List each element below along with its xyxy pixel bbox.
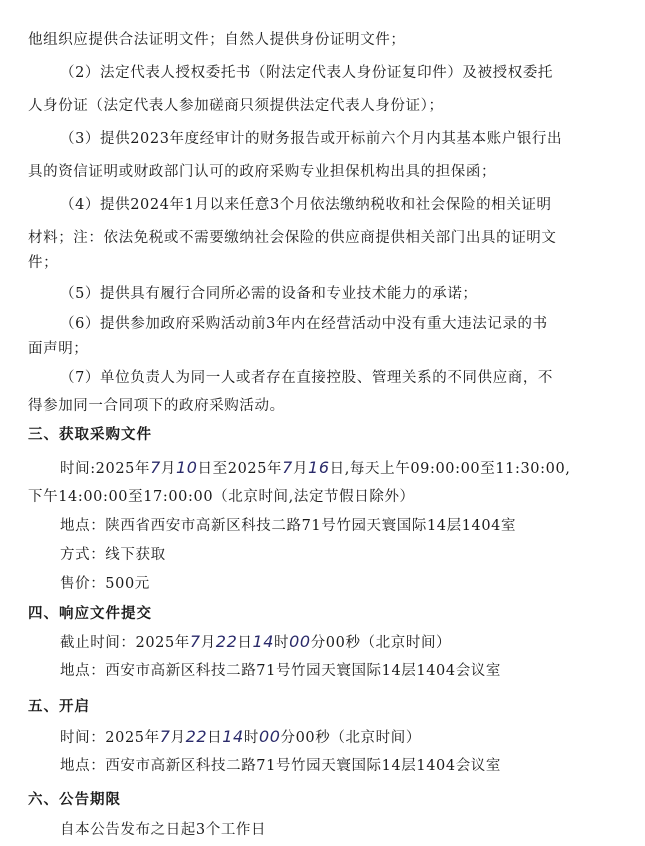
handwritten-minute: 00 [289, 632, 311, 651]
text-line: （7）单位负责人为同一人或者存在直接控股、管理关系的不同供应商，不 [60, 370, 554, 386]
text-line: 具的资信证明或财政部门认可的政府采购专业担保机构出具的担保函； [28, 164, 497, 180]
submit-place: 地点：西安市高新区科技二路71号竹园天寰国际14层1404会议室 [60, 663, 502, 679]
handwritten-day: 22 [215, 632, 238, 651]
submit-deadline: 截止时间：2025年7月22日14时00分00秒（北京时间） [60, 632, 452, 651]
handwritten-day: 22 [185, 727, 208, 746]
acquire-time: 时间:2025年7月10日至2025年7月16日,每天上午09:00:00至11:30:00, [60, 458, 571, 477]
acquire-time-cont: 下午14:00:00至17:00:00（北京时间,法定节假日除外） [28, 489, 415, 505]
handwritten-month: 7 [159, 727, 171, 746]
handwritten-day: 16 [308, 458, 330, 477]
text-line: 件； [28, 255, 59, 271]
text-line: （2）法定代表人授权委托书（附法定代表人身份证复印件）及被授权委托 [60, 65, 554, 81]
handwritten-month: 7 [150, 458, 161, 477]
open-time: 时间：2025年7月22日14时00分00秒（北京时间） [60, 727, 421, 746]
section-heading: 五、开启 [28, 698, 90, 715]
text-line: 材料；注：依法免税或不需要缴纳社会保险的供应商提供相关部门出具的证明文 [28, 230, 557, 246]
text-line: （5）提供具有履行合同所必需的设备和专业技术能力的承诺； [60, 286, 478, 302]
acquire-place: 地点：陕西省西安市高新区科技二路71号竹园天寰国际14层1404室 [60, 518, 517, 534]
text-line: 人身份证（法定代表人参加磋商只须提供法定代表人身份证）； [28, 98, 444, 114]
acquire-price: 售价：500元 [60, 576, 150, 592]
open-place: 地点：西安市高新区科技二路71号竹园天寰国际14层1404会议室 [60, 758, 502, 774]
text-line: 得参加同一合同项下的政府采购活动。 [28, 398, 285, 414]
handwritten-hour: 14 [252, 632, 275, 651]
text-line: （6）提供参加政府采购活动前3年内在经营活动中没有重大违法记录的书 [60, 316, 548, 332]
acquire-method: 方式：线下获取 [60, 547, 166, 563]
handwritten-month: 7 [282, 458, 293, 477]
text-line: 他组织应提供合法证明文件；自然人提供身份证明文件； [28, 32, 406, 48]
text-line: （3）提供2023年度经审计的财务报告或开标前六个月内其基本账户银行出 [60, 131, 563, 147]
section-heading: 六、公告期限 [28, 791, 121, 808]
handwritten-minute: 00 [258, 727, 281, 746]
notice-period: 自本公告发布之日起3个工作日 [60, 822, 267, 838]
section-heading: 三、获取采购文件 [28, 426, 152, 443]
text-line: 面声明； [28, 341, 89, 357]
text-line: （4）提供2024年1月以来任意3个月依法缴纳税收和社会保险的相关证明 [60, 197, 552, 213]
handwritten-day: 10 [175, 458, 198, 477]
handwritten-month: 7 [189, 632, 201, 651]
section-heading: 四、响应文件提交 [28, 605, 152, 622]
handwritten-hour: 14 [222, 727, 244, 746]
